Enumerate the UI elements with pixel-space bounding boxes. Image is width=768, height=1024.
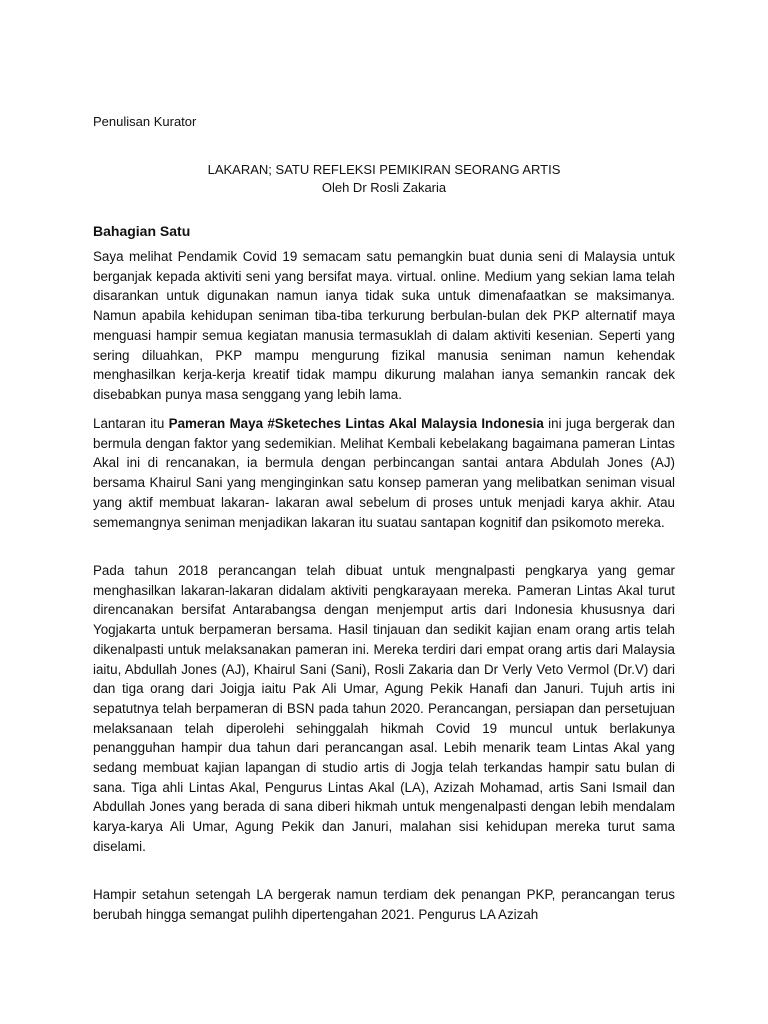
paragraph-2-start: Lantaran itu [93, 416, 169, 431]
section-heading: Bahagian Satu [93, 223, 191, 239]
paragraph-2 [93, 414, 675, 532]
paragraph-4: Hampir setahun setengah LA bergerak namun terdiam dek penangan PKP, perancangan terus berubah hingga semangat pulihh dipertengahan 2021. Pengurus LA Azizah [93, 887, 675, 922]
paragraph-3: Pada tahun 2018 perancangan telah dibuat untuk mengnalpasti pengkarya yang gemar menghasilkan lakaran-lakaran didalam aktiviti pengkarayaan mereka. Pameran Lintas Akal turut direncanakan bersifat Antarabangsa dengan menjemput artis dari Indonesia khususnya dari Yogjakarta untuk berpameran bersama. Hasil tinjauan dan sedikit kajian enam orang artis telah dikenalpasti untuk melaksanakan pameran ini. Mereka terdiri dari empat orang artis dari Malaysia iaitu, Abdullah Jones (AJ), Khairul Sani (Sani), Rosli Zakaria dan Dr Verly Veto Vermol (Dr.V) dari dan tiga orang dari Joigja iaitu Pak Ali Umar, Agung Pekik Hanafi dan Januri. Tujuh artis ini sepatutnya telah berpameran di BSN pada tahun 2020. Perancangan, persiapan dan persetujuan melaksanaan telah diperolehi sehinggalah hikmah Covid 19 muncul untuk berlakunya penangguhan hampir dua tahun dari perancangan asal. Lebih menarik team Lintas Akal yang sedang membuat kajian lapangan di studio artis di Jogja telah terkandas hampir satu bulan di sana. Tiga ahli Lintas Akal, Pengurus Lintas Akal (LA), Azizah Mohamad, artis Sani Ismail dan Abdullah Jones yang berada di sana diberi hikmah untuk mengenalpasti dengan lebih mendalam karya-karya Ali Umar, Agung Pekik dan Januri, malahan sisi kehidupan mereka turut sama diselami. [93, 563, 675, 854]
document-title: LAKARAN; SATU REFLEKSI PEMIKIRAN SEORANG ARTIS [207, 162, 561, 177]
paragraph-2-rest: ini juga bergerak dan bermula dengan faktor yang sedemikian. Melihat Kembali kebelakang bagaimana pameran Lintas Akal ini di rencanakan, ia bermula dengan perbincangan santai antara Abdulah Jones (AJ) bersama Khairul Sani yang menginginkan satu konsep pameran yang melibatkan seniman visual yang aktif membuat lakaran- lakaran awal sebelum di proses untuk menjadi karya akhir. Atau sememangnya seniman menjadikan lakaran itu suatau santapan kognitif dan psikomoto mereka. [93, 416, 675, 530]
title-block [93, 161, 675, 197]
document-author: Oleh Dr Rosli Zakaria [321, 180, 447, 195]
document-label: Penulisan Kurator [93, 114, 197, 129]
exhibition-name: Pameran Maya #Sketeches Lintas Akal Malaysia Indonesia [168, 416, 544, 431]
paragraph-1: Saya melihat Pendamik Covid 19 semacam satu pemangkin buat dunia seni di Malaysia untuk berganjak kepada aktiviti seni yang bersifat maya. virtual. online. Medium yang sekian lama telah disarankan untuk digunakan namun ianya tidak suka untuk dimenafaatkan se maksimanya. Namun apabila kehidupan seniman tiba-tiba terkurung berbulan-bulan dek PKP alternatif maya menguasi hampir semua kegiatan manusia termasuklah di dalam aktiviti kesenian. Seperti yang sering diluahkan, PKP mampu mengurung fizikal manusia seniman namun kehendak menghasilkan kerja-kerja kreatif tidak mampu dikurung malahan ianya semankin rancak dek disebabkan punya masa senggang yang lebih lama. [93, 249, 675, 402]
